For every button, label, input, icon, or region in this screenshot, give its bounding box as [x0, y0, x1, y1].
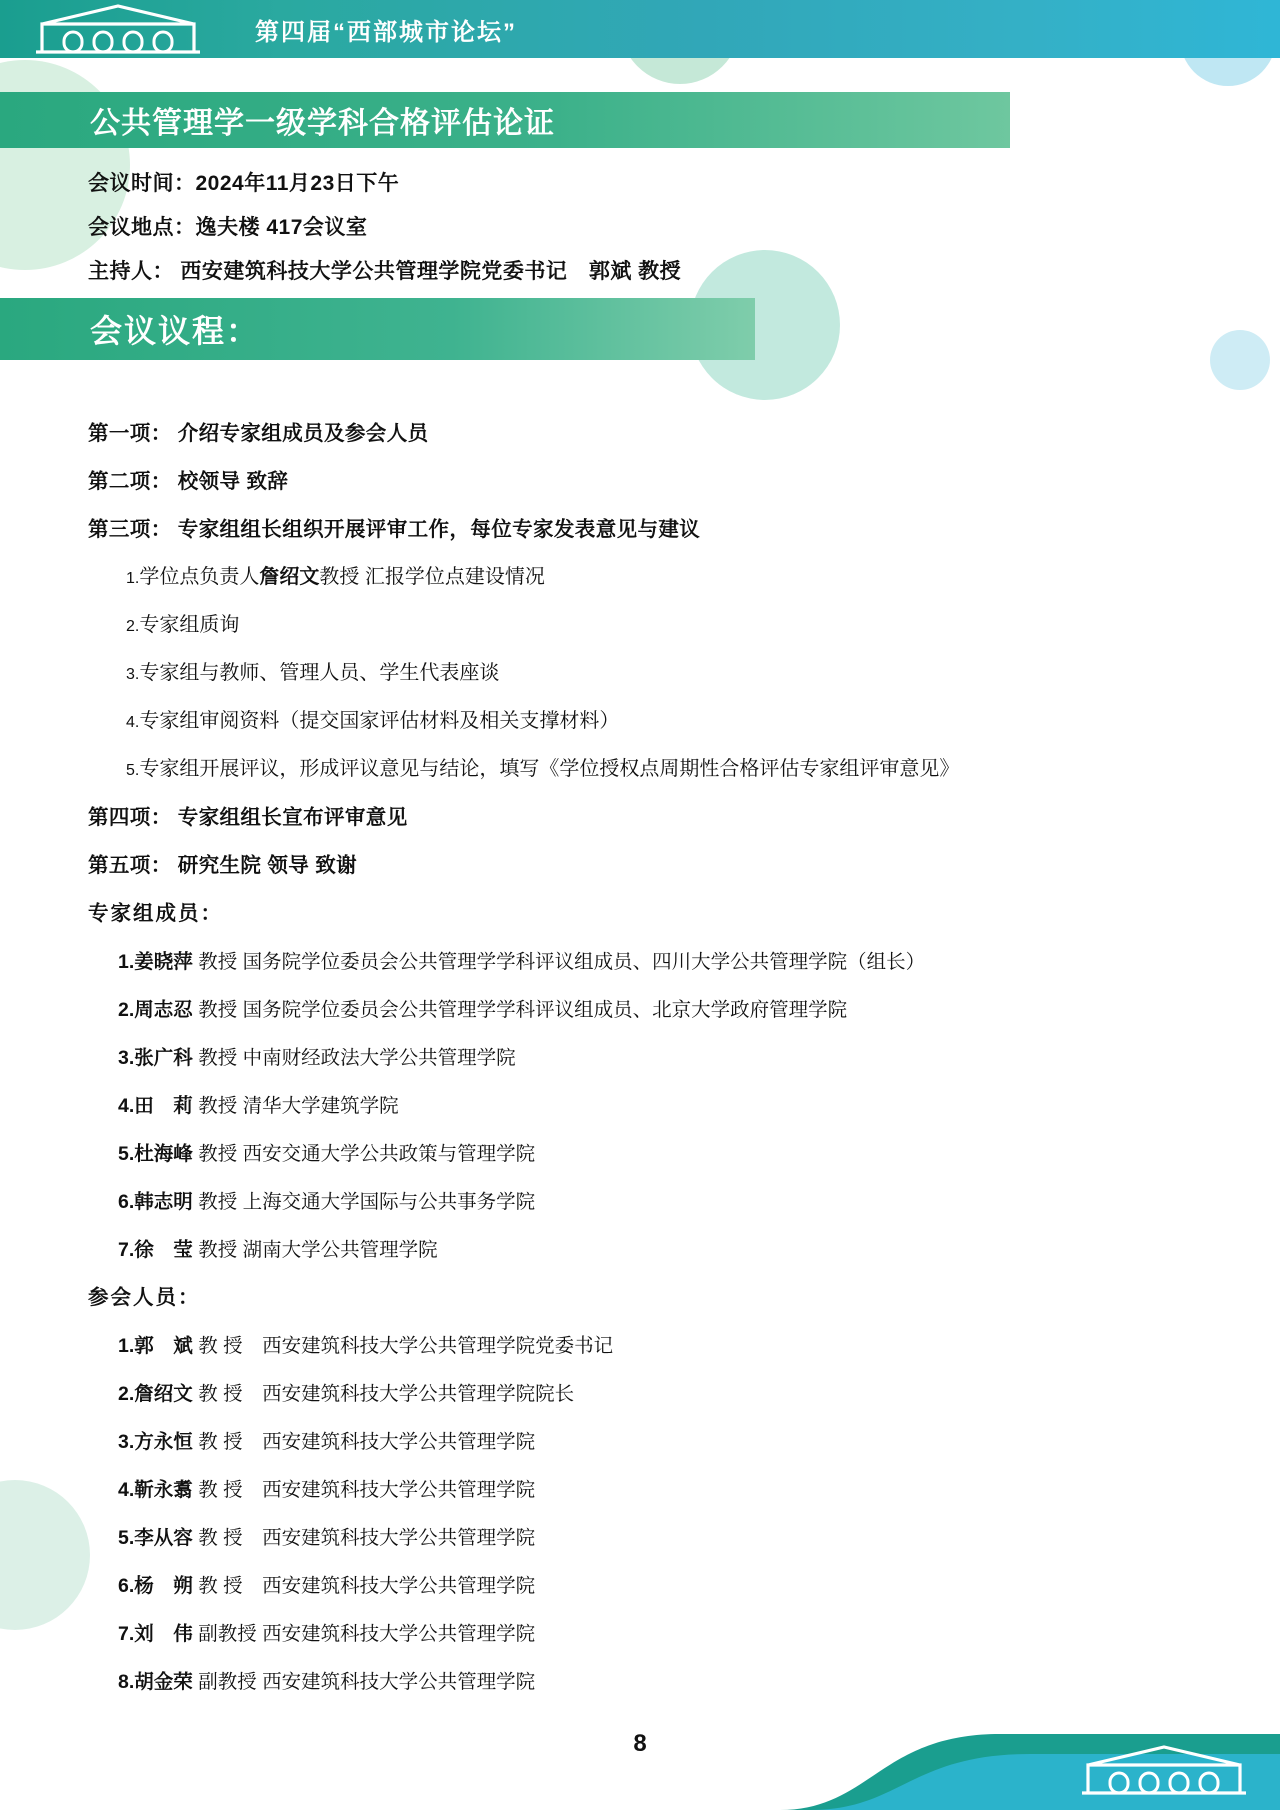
- person-detail: 教授 上海交通大学国际与公共事务学院: [198, 1191, 536, 1213]
- sub-item-text: 专家组审阅资料（提交国家评估材料及相关支撑材料）: [139, 710, 620, 732]
- person-detail: 副教授 西安建筑科技大学公共管理学院: [198, 1623, 536, 1645]
- list-item-index: 4.: [118, 1095, 135, 1117]
- sub-item-number: 5.: [126, 762, 140, 779]
- agenda-sub-item: [126, 554, 1208, 602]
- decorative-circle: [1210, 330, 1270, 390]
- person-detail: 教授 国务院学位委员会公共管理学学科评议组成员、四川大学公共管理学院（组长）: [198, 951, 926, 973]
- list-item: [118, 1034, 1208, 1082]
- decorative-circle: [0, 1480, 90, 1630]
- person-detail: 教授 湖南大学公共管理学院: [198, 1239, 438, 1261]
- meeting-meta: [88, 162, 1188, 294]
- list-item-index: 2.: [118, 999, 135, 1021]
- list-item-index: 6.: [118, 1191, 135, 1213]
- sub-item-number: 1.: [126, 570, 140, 587]
- person-name: 韩志明: [134, 1191, 193, 1213]
- person-detail: 教授 清华大学建筑学院: [198, 1095, 399, 1117]
- person-detail: 教 授 西安建筑科技大学公共管理学院: [198, 1479, 536, 1501]
- person-name: 靳永翥: [134, 1479, 193, 1501]
- list-item-index: 6.: [118, 1575, 135, 1597]
- list-item: [118, 1610, 1208, 1658]
- list-item-index: 5.: [118, 1143, 135, 1165]
- page-number: 8: [633, 1730, 647, 1757]
- person-name: 郭 斌: [134, 1335, 193, 1357]
- city-gate-icon: [28, 2, 208, 61]
- person-detail: 教授 西安交通大学公共政策与管理学院: [198, 1143, 536, 1165]
- person-name: 周志忍: [134, 999, 193, 1021]
- list-item: [118, 1082, 1208, 1130]
- sub-item-name: 詹绍文: [259, 566, 320, 588]
- list-item: [118, 938, 1208, 986]
- person-name: 詹绍文: [134, 1383, 193, 1405]
- sub-item-text-tail: 教授 汇报学位点建设情况: [319, 566, 545, 588]
- agenda-item: 第二项： 校领导 致辞: [88, 470, 289, 493]
- section-title-band: [0, 92, 1010, 148]
- list-item: [118, 1226, 1208, 1274]
- person-name: 张广科: [134, 1047, 193, 1069]
- list-item: [118, 1514, 1208, 1562]
- sub-item-number: 4.: [126, 714, 140, 731]
- person-detail: 教 授 西安建筑科技大学公共管理学院: [198, 1527, 536, 1549]
- agenda-item: 第一项： 介绍专家组成员及参会人员: [88, 422, 429, 445]
- list-item: [118, 1562, 1208, 1610]
- person-name: 田 莉: [134, 1095, 193, 1117]
- sub-item-text: 学位点负责人: [139, 566, 260, 588]
- meeting-place: 会议地点：逸夫楼 417会议室: [88, 216, 368, 239]
- list-item-index: 5.: [118, 1527, 135, 1549]
- agenda-sub-item: [126, 602, 1208, 650]
- agenda-sub-item: [126, 650, 1208, 698]
- agenda-content: [88, 410, 1208, 1706]
- person-name: 杨 朔: [134, 1575, 193, 1597]
- meeting-time: 会议时间：2024年11月23日下午: [88, 172, 400, 195]
- list-item: [118, 1178, 1208, 1226]
- sub-item-number: 3.: [126, 666, 140, 683]
- list-item: [118, 986, 1208, 1034]
- person-detail: 教 授 西安建筑科技大学公共管理学院: [198, 1575, 536, 1597]
- person-name: 方永恒: [134, 1431, 193, 1453]
- list-item-index: 1.: [118, 951, 135, 973]
- person-detail: 副教授 西安建筑科技大学公共管理学院: [198, 1671, 536, 1693]
- person-name: 胡金荣: [134, 1671, 193, 1693]
- agenda-item: 第三项： 专家组组长组织开展评审工作，每位专家发表意见与建议: [88, 518, 701, 541]
- list-item-index: 3.: [118, 1047, 135, 1069]
- person-name: 姜晓萍: [134, 951, 193, 973]
- meeting-host: 主持人： 西安建筑科技大学公共管理学院党委书记 郭斌 教授: [88, 260, 682, 283]
- list-item: [118, 1418, 1208, 1466]
- person-name: 刘 伟: [134, 1623, 193, 1645]
- person-name: 杜海峰: [134, 1143, 193, 1165]
- list-item: [118, 1370, 1208, 1418]
- list-item-index: 4.: [118, 1479, 135, 1501]
- agenda-item: 第四项： 专家组组长宣布评审意见: [88, 806, 408, 829]
- sub-item-text: 专家组质询: [139, 614, 240, 636]
- list-item: [118, 1322, 1208, 1370]
- attendees-label: 参会人员：: [88, 1286, 201, 1309]
- sub-item-text: 专家组开展评议，形成评议意见与结论，填写《学位授权点周期性合格评估专家组评审意见》: [139, 758, 960, 780]
- agenda-sub-item: [126, 698, 1208, 746]
- person-detail: 教 授 西安建筑科技大学公共管理学院: [198, 1431, 536, 1453]
- agenda-sub-item: [126, 746, 1208, 794]
- list-item: [118, 1658, 1208, 1706]
- person-detail: 教 授 西安建筑科技大学公共管理学院党委书记: [198, 1335, 614, 1357]
- sub-item-number: 2.: [126, 618, 140, 635]
- person-name: 徐 莹: [134, 1239, 193, 1261]
- list-item-index: 8.: [118, 1671, 135, 1693]
- list-item-index: 2.: [118, 1383, 135, 1405]
- list-item: [118, 1130, 1208, 1178]
- person-detail: 教授 中南财经政法大学公共管理学院: [198, 1047, 516, 1069]
- forum-title: 第四届“西部城市论坛”: [255, 18, 517, 46]
- list-item: [118, 1466, 1208, 1514]
- person-detail: 教授 国务院学位委员会公共管理学学科评议组成员、北京大学政府管理学院: [198, 999, 848, 1021]
- list-item-index: 1.: [118, 1335, 135, 1357]
- expert-group-label: 专家组成员：: [88, 902, 223, 925]
- agenda-title: 会议议程：: [90, 313, 261, 349]
- agenda-title-band: [0, 298, 755, 360]
- sub-item-text: 专家组与教师、管理人员、学生代表座谈: [139, 662, 500, 684]
- list-item-index: 7.: [118, 1623, 135, 1645]
- list-item-index: 7.: [118, 1239, 135, 1261]
- city-gate-icon: [1074, 1741, 1254, 1802]
- person-detail: 教 授 西安建筑科技大学公共管理学院院长: [198, 1383, 575, 1405]
- section-title: 公共管理学一级学科合格评估论证: [90, 107, 555, 140]
- list-item-index: 3.: [118, 1431, 135, 1453]
- agenda-item: 第五项： 研究生院 领导 致谢: [88, 854, 358, 877]
- person-name: 李从容: [134, 1527, 193, 1549]
